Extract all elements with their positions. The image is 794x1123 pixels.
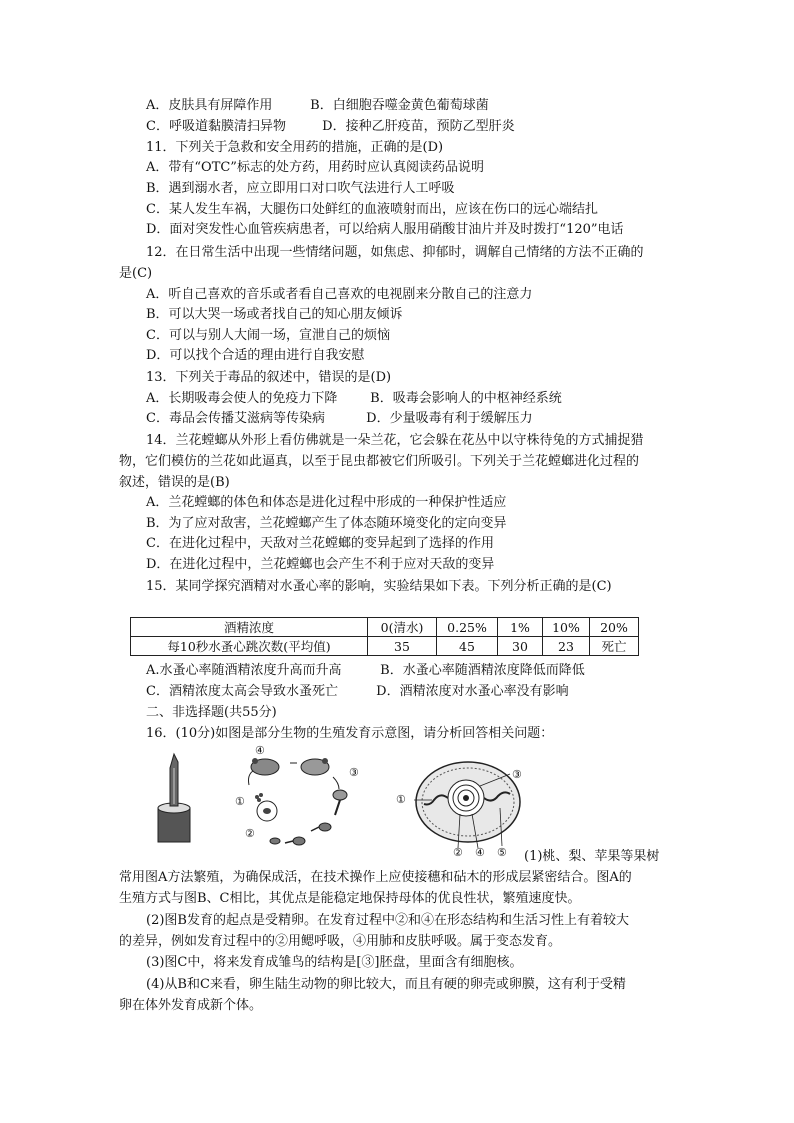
q15-options-row1 — [146, 662, 585, 680]
q16-part4-line2: 卵在体外发育成新个体。 — [119, 998, 263, 1013]
q14-option-b: B．为了应对敌害，兰花螳螂产生了体态随环境变化的定向变异 — [146, 516, 507, 531]
q16-part2-line2: 的差异，例如发育过程中的②用鳃呼吸，④用肺和皮肤呼吸。属于变态发育。 — [119, 934, 562, 949]
q10-options-row2 — [146, 118, 515, 136]
table-cell: 每10秒水蚤心跳次数(平均值) — [131, 637, 368, 656]
q16-part4-line1: (4)从B和C来看，卵生陆生动物的卵比较大，而且有硬的卵壳或卵膜，这有利于受精 — [146, 977, 626, 992]
q13-option-a: A．长期吸毒会使人的免疫力下降 — [146, 391, 338, 406]
table-cell: 45 — [437, 637, 498, 656]
q13-stem: 13．下列关于毒品的叙述中，错误的是(D) — [146, 370, 392, 385]
table-cell: 0.25% — [437, 618, 498, 637]
table-cell: 1% — [498, 618, 543, 637]
figC-label-1: ① — [396, 793, 406, 806]
q11-option-a: A．带有“OTC”标志的处方药，用药时应认真阅读药品说明 — [146, 160, 484, 175]
figB-label-2: ② — [245, 827, 255, 840]
alcohol-heartrate-table — [130, 617, 639, 656]
figC-label-2: ② — [453, 846, 463, 859]
q16-part3-line1: (3)图C中，将来发育成雏鸟的结构是[③]胚盘，里面含有细胞核。 — [146, 955, 523, 970]
section-heading: 二、非选择题(共55分) — [146, 705, 277, 720]
table-cell: 23 — [543, 637, 590, 656]
q12-option-b: B．可以大哭一场或者找自己的知心朋友倾诉 — [146, 307, 403, 322]
q10-options-row1 — [146, 97, 489, 115]
q15-option-c: C．酒精浓度太高会导致水蚤死亡 — [146, 684, 338, 699]
q12-option-c: C．可以与别人大闹一场，宣泄自己的烦恼 — [146, 328, 390, 343]
figC-label-3: ③ — [512, 768, 522, 781]
q14-stem-line1: 14．兰花螳螂从外形上看仿佛就是一朵兰花，它会躲在花丛中以守株待兔的方式捕捉猎 — [146, 433, 644, 448]
q11-option-c: C．某人发生车祸，大腿伤口处鲜红的血液喷射而出，应该在伤口的远心端结扎 — [146, 202, 598, 217]
bird-egg-figure — [412, 758, 524, 854]
table-cell: 酒精浓度 — [131, 618, 368, 637]
q15-option-d: D．酒精浓度对水蚤心率没有影响 — [376, 684, 569, 699]
table-cell: 死亡 — [590, 637, 639, 656]
q14-option-c: C．在进化过程中，天敌对兰花螳螂的变异起到了选择的作用 — [146, 536, 494, 551]
q14-option-d: D．在进化过程中，兰花螳螂也会产生不利于应对天敌的变异 — [146, 557, 495, 572]
q13-option-d: D．少量吸毒有利于缓解压力 — [366, 411, 533, 426]
q10-option-d: D．接种乙肝疫苗，预防乙型肝炎 — [322, 119, 515, 134]
q13-options-row1 — [146, 390, 562, 408]
q16-part2-line1: (2)图B发育的起点是受精卵。在发育过程中②和④在形态结构和生活习性上有着较大 — [146, 913, 629, 928]
q12-option-d: D．可以找个合适的理由进行自我安慰 — [146, 348, 365, 363]
figC-label-4: ④ — [475, 846, 485, 859]
q16-part1-start: (1)桃、梨、苹果等果树 — [524, 849, 660, 864]
frog-life-cycle-figure — [235, 745, 355, 857]
q16-part1-line2: 常用图A方法繁殖，为确保成活，在技术操作上应使接穗和砧木的形成层紧密结合。图A的 — [119, 870, 632, 885]
table-row — [131, 618, 639, 637]
grafting-figure — [148, 748, 200, 848]
figB-label-4: ④ — [255, 744, 265, 757]
table-cell: 10% — [543, 618, 590, 637]
q12-stem-line2: 是(C) — [119, 266, 153, 281]
table-cell: 20% — [590, 618, 639, 637]
q15-option-a: A.水蚤心率随酒精浓度升高而升高 — [146, 663, 342, 678]
figB-label-3: ③ — [349, 766, 359, 779]
q13-options-row2 — [146, 410, 533, 428]
q14-stem-line2: 物，它们模仿的兰花如此逼真，以至于昆虫都被它们所吸引。下列关于兰花螳螂进化过程的 — [119, 454, 640, 469]
q16-part1-line3: 生殖方式与图B、C相比，其优点是能稳定地保持母体的优良性状，繁殖速度快。 — [119, 891, 581, 906]
q15-stem: 15．某同学探究酒精对水蚤心率的影响，实验结果如下表。下列分析正确的是(C) — [146, 579, 612, 594]
q11-option-d: D．面对突发性心血管疾病患者，可以给病人服用硝酸甘油片并及时拨打“120”电话 — [146, 222, 624, 237]
q10-option-c: C．呼吸道黏膜清扫异物 — [146, 119, 286, 134]
q15-options-row2 — [146, 683, 569, 701]
q11-stem: 11．下列关于急救和安全用药的措施，正确的是(D) — [146, 140, 444, 155]
table-cell: 0(清水) — [368, 618, 437, 637]
table-row — [131, 637, 639, 656]
q14-option-a: A．兰花螳螂的体色和体态是进化过程中形成的一种保护性适应 — [146, 495, 507, 510]
q10-option-a: A．皮肤具有屏障作用 — [146, 98, 273, 113]
q15-option-b: B．水蚤心率随酒精浓度降低而降低 — [380, 663, 585, 678]
q14-stem-line3: 叙述，错误的是(B) — [119, 475, 230, 490]
q16-stem: 16．(10分)如图是部分生物的生殖发育示意图，请分析回答相关问题： — [146, 726, 554, 741]
q13-option-b: B．吸毒会影响人的中枢神经系统 — [370, 391, 562, 406]
figB-label-1: ① — [235, 795, 245, 808]
q12-option-a: A．听自己喜欢的音乐或者看自己喜欢的电视剧来分散自己的注意力 — [146, 287, 533, 302]
table-cell: 35 — [368, 637, 437, 656]
q12-stem-line1: 12．在日常生活中出现一些情绪问题，如焦虑、抑郁时，调解自己情绪的方法不正确的 — [146, 245, 644, 260]
table-cell: 30 — [498, 637, 543, 656]
q13-option-c: C．毒品会传播艾滋病等传染病 — [146, 411, 325, 426]
figC-label-5: ⑤ — [497, 846, 507, 859]
q11-option-b: B．遇到溺水者，应立即用口对口吹气法进行人工呼吸 — [146, 181, 455, 196]
q10-option-b: B．白细胞吞噬金黄色葡萄球菌 — [310, 98, 489, 113]
